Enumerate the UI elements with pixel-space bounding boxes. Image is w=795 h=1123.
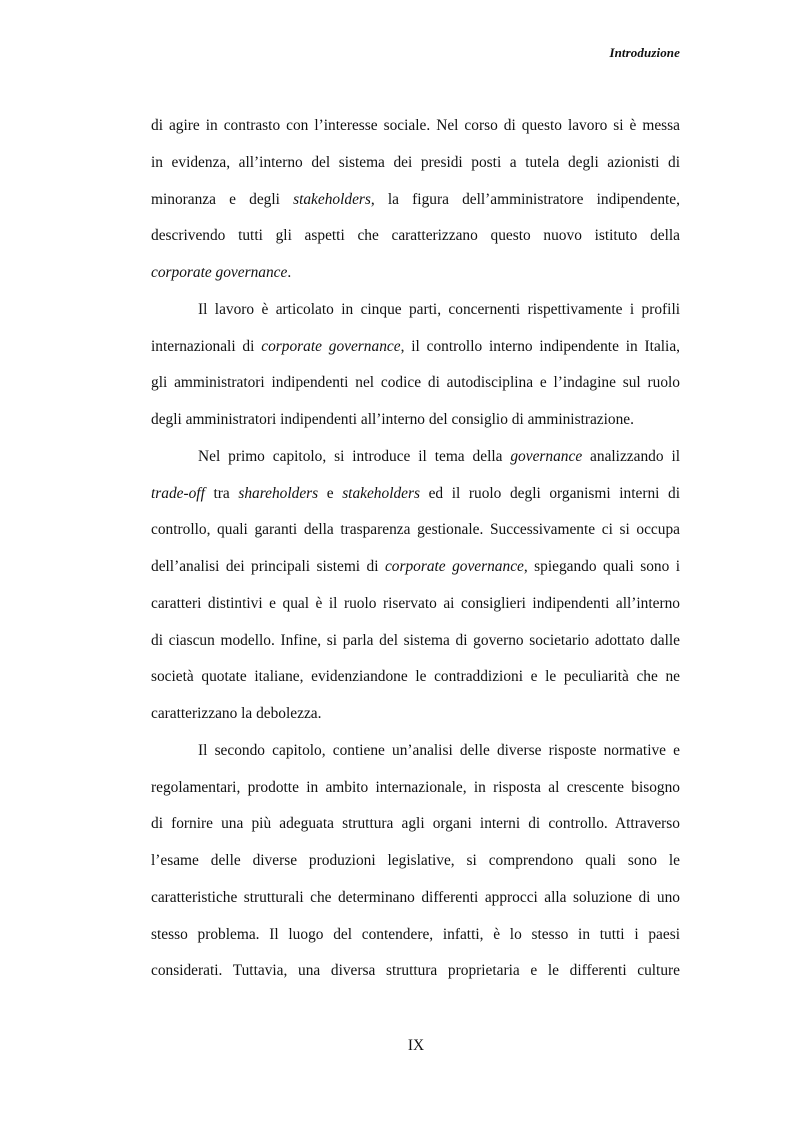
italic-term: stakeholders [293, 190, 371, 208]
text-line: stesso problema. Il luogo del contendere, infatti, è lo stesso in tutti i paesi [151, 925, 680, 943]
text-line: caratterizzano la debolezza. [151, 705, 322, 722]
text-line: Il lavoro è articolato in cinque parti, concernenti rispettivamente i profili [198, 300, 680, 318]
text-line: gli amministratori indipendenti nel codice di autodisciplina e l’indagine sul ruolo [151, 374, 680, 392]
paragraph-chapter-two [151, 733, 680, 990]
paragraph-chapter-one [151, 439, 680, 733]
italic-term: trade-off [151, 484, 205, 502]
text-line: caratteri distintivi e qual è il ruolo riservato ai consiglieri indipendenti all’interno [151, 594, 680, 612]
text-line: internazionali di corporate governance, il controllo interno indipendente in Italia, [151, 337, 681, 355]
page-number: IX [407, 1037, 425, 1054]
text-line: considerati. Tuttavia, una diversa struttura proprietaria e le differenti culture [151, 962, 680, 980]
text-line: Il secondo capitolo, contiene un’analisi delle diverse risposte normative e [198, 741, 680, 759]
text-line: descrivendo tutti gli aspetti che caratterizzano questo nuovo istituto della [151, 227, 680, 245]
italic-term: corporate governance [151, 264, 288, 281]
text-line: minoranza e degli stakeholders, la figura dell’amministratore indipendente, [151, 190, 680, 208]
italic-term: governance [510, 447, 583, 465]
text-line: caratteristiche strutturali che determinano differenti approcci alla soluzione di uno [151, 888, 680, 906]
text-line: Nel primo capitolo, si introduce il tema della governance analizzando il [198, 447, 680, 465]
italic-term: corporate governance [384, 558, 524, 575]
italic-term: corporate governance [261, 337, 401, 355]
body-text [151, 108, 680, 990]
text-line: degli amministratori indipendenti all’interno del consiglio di amministrazione. [151, 411, 634, 428]
paragraph-structure [151, 292, 680, 439]
text-line: di ciascun modello. Infine, si parla del sistema di governo societario adottato dalle [151, 631, 680, 649]
text-line: regolamentari, prodotte in ambito internazionale, in risposta al crescente bisogno [151, 778, 680, 796]
italic-term: shareholders [238, 484, 319, 502]
text-line: dell’analisi dei principali sistemi di corporate governance, spiegando quali sono i [151, 558, 680, 575]
running-header: Introduzione [609, 45, 680, 60]
text-line: di fornire una più adeguata struttura agli organi interni di controllo. Attraverso [151, 815, 680, 833]
text-line: controllo, quali garanti della trasparenza gestionale. Successivamente ci si occupa [151, 521, 680, 539]
text-line: di agire in contrasto con l’interesse sociale. Nel corso di questo lavoro si è messa [151, 117, 680, 134]
text-line: trade-off tra shareholders e stakeholders ed il ruolo degli organismi interni di [151, 484, 680, 502]
paragraph-intro-end [151, 108, 680, 292]
text-line: l’esame delle diverse produzioni legislative, si comprendono quali sono le [151, 852, 680, 869]
text-line: in evidenza, all’interno del sistema dei presidi posti a tutela degli azionisti di [151, 153, 680, 171]
italic-term: stakeholders [342, 484, 420, 502]
text-line: corporate governance. [151, 264, 292, 281]
text-line: società quotate italiane, evidenziandone le contraddizioni e le peculiarità che ne [151, 668, 680, 686]
